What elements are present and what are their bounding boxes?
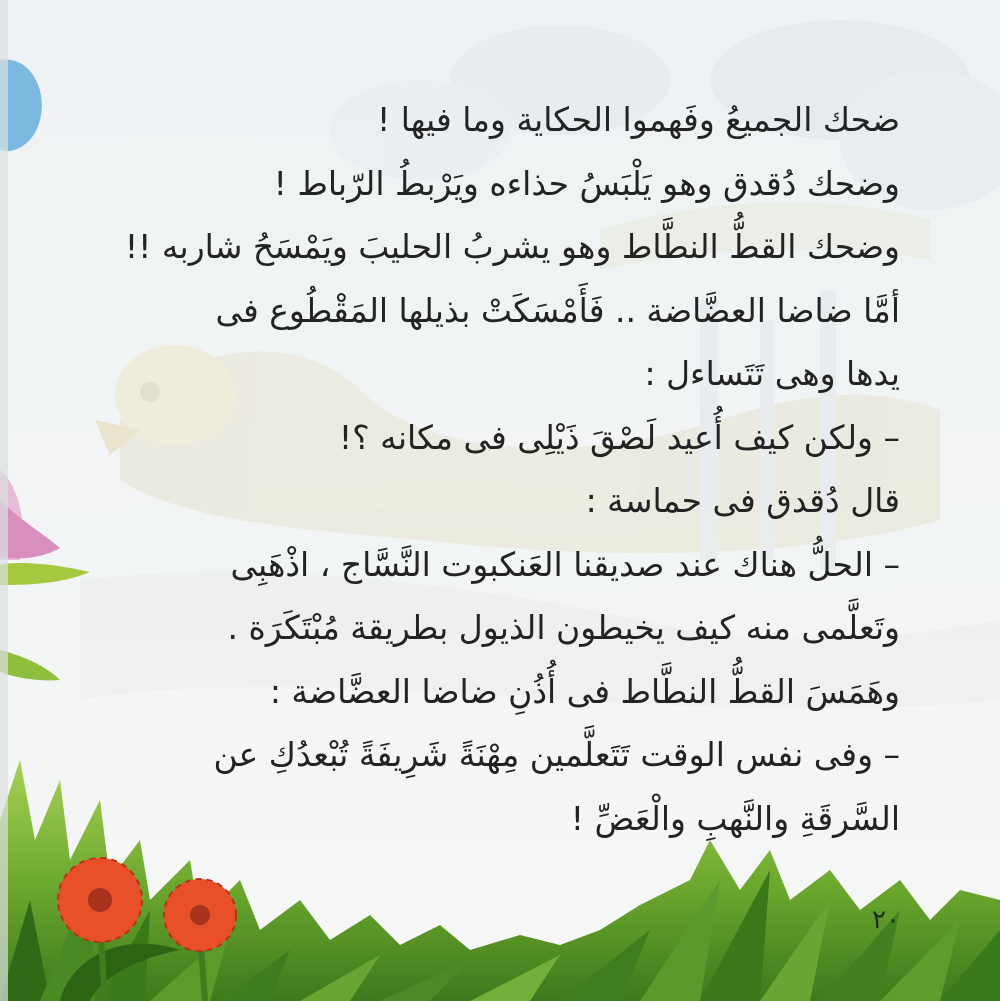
story-text <box>80 88 900 850</box>
story-line: وهَمَسَ القطُّ النطَّاط فى أُذُنِ ضاضا العضَّاضة : <box>269 671 900 711</box>
story-line: – ولكن كيف أُعيد لَصْقَ ذَيْلِى فى مكانه ؟! <box>338 417 900 457</box>
story-line: – وفى نفس الوقت تَتَعلَّمين مِهْنَةً شَرِيفَةً تُبْعدُكِ عن <box>213 735 900 774</box>
story-line: – الحلُّ هناك عند صديقنا العَنكبوت النَّسَّاج ، اذْهَبِى <box>230 544 900 584</box>
page-number: ٢٠ <box>872 905 900 935</box>
story-line: وتَعلَّمى منه كيف يخيطون الذيول بطريقة مُبْتَكَرَة . <box>227 608 900 647</box>
story-line: وضحك دُقدق وهو يَلْبَسُ حذاءه ويَرْبطُ الرّباط ! <box>273 163 900 203</box>
story-line: قال دُقدق فى حماسة : <box>585 481 900 520</box>
story-line: ضحك الجميعُ وفَهموا الحكاية وما فيها ! <box>377 100 900 139</box>
story-line: أمَّا ضاضا العضَّاضة .. فَأَمْسَكَتْ بذيلها المَقْطُوع فى <box>215 290 900 330</box>
story-line: يدها وهى تَتَساءل : <box>644 354 900 393</box>
story-line: السَّرقَةِ والنَّهبِ والْعَضِّ ! <box>570 798 900 838</box>
story-line: وضحك القطُّ النطَّاط وهو يشربُ الحليبَ ويَمْسَحُ شاربه !! <box>124 227 900 266</box>
